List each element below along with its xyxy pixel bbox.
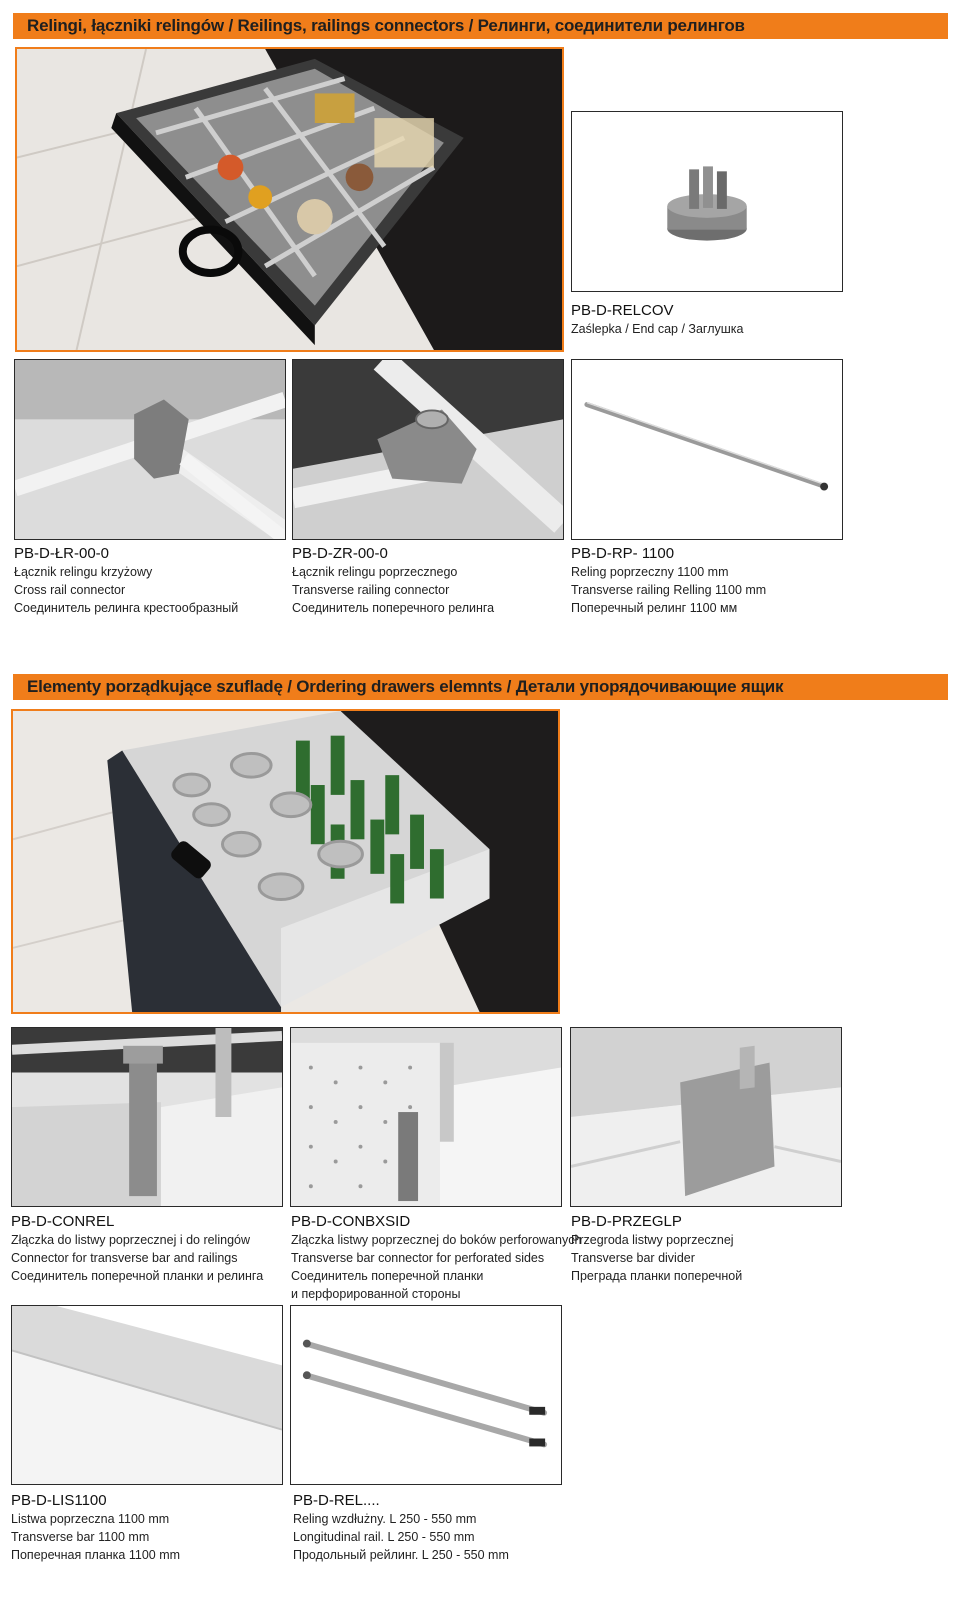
cross-rail-connector-image <box>14 359 286 540</box>
product-desc-lr-2: Cross rail connector <box>14 583 126 597</box>
transverse-bar-divider-image <box>570 1027 842 1207</box>
product-desc-relcov-1: Zaślepka / End cap / Заглушка <box>571 322 744 336</box>
transverse-bar-image <box>11 1305 283 1485</box>
transverse-railing-image <box>571 359 843 540</box>
drawer-ordering-photo <box>11 709 560 1014</box>
product-code-przeglp: PB-D-PRZEGLP <box>571 1213 682 1230</box>
product-desc-conbxsid-2: Transverse bar connector for perforated sides <box>291 1251 545 1265</box>
longitudinal-rail-image <box>290 1305 562 1485</box>
transverse-railing-connector-image <box>292 359 564 540</box>
product-code-lis1100: PB-D-LIS1100 <box>11 1492 107 1509</box>
product-desc-lis1100-2: Transverse bar 1100 mm <box>11 1530 150 1544</box>
product-code-conbxsid: PB-D-CONBXSID <box>291 1213 411 1230</box>
product-desc-przeglp-3: Преграда планки поперечной <box>571 1269 743 1283</box>
product-desc-rp-3: Поперечный релинг 1100 мм <box>571 601 738 615</box>
product-code-rp: PB-D-RP- 1100 <box>571 545 675 562</box>
section-title-railings: Relingi, łączniki relingów / Reilings, railings connectors / Релинги, соединители релингов <box>13 13 948 39</box>
product-desc-zr-2: Transverse railing connector <box>292 583 450 597</box>
product-desc-lis1100-1: Listwa poprzeczna 1100 mm <box>11 1512 170 1526</box>
product-desc-lr-1: Łącznik relingu krzyżowy <box>14 565 153 579</box>
product-desc-rel-2: Longitudinal rail. L 250 - 550 mm <box>293 1530 475 1544</box>
product-desc-rp-2: Transverse railing Relling 1100 mm <box>571 583 767 597</box>
product-desc-conrel-1: Złączka do listwy poprzecznej i do relingów <box>11 1233 250 1247</box>
product-desc-conrel-2: Connector for transverse bar and railings <box>11 1251 238 1265</box>
product-code-rel: PB-D-REL.... <box>293 1492 380 1509</box>
product-desc-przeglp-2: Transverse bar divider <box>571 1251 695 1265</box>
connector-transverse-bar-railings-image <box>11 1027 283 1207</box>
end-cap-image <box>571 111 843 292</box>
product-desc-lis1100-3: Поперечная планка 1100 mm <box>11 1548 181 1562</box>
product-code-lr: PB-D-ŁR-00-0 <box>14 545 110 562</box>
product-desc-conbxsid-4: и перфорированной стороны <box>291 1287 461 1301</box>
product-desc-conbxsid-3: Соединитель поперечной планки <box>291 1269 484 1283</box>
product-desc-rel-1: Reling wzdłużny. L 250 - 550 mm <box>293 1512 477 1526</box>
product-desc-przeglp-1: Przegroda listwy poprzecznej <box>571 1233 734 1247</box>
product-desc-zr-3: Соединитель поперечного релинга <box>292 601 495 615</box>
product-code-zr: PB-D-ZR-00-0 <box>292 545 388 562</box>
product-desc-rel-3: Продольный рейлинг. L 250 - 550 mm <box>293 1548 509 1562</box>
product-code-conrel: PB-D-CONREL <box>11 1213 115 1230</box>
product-desc-conbxsid-1: Złączka listwy poprzecznej do boków perforowanych <box>291 1233 582 1247</box>
product-desc-rp-1: Reling poprzeczny 1100 mm <box>571 565 729 579</box>
product-desc-lr-3: Соединитель релинга крестообразный <box>14 601 239 615</box>
section-title-ordering: Elementy porządkujące szufladę / Ordering drawers elemnts / Детали упорядочивающие ящик <box>13 674 948 700</box>
product-code-relcov: PB-D-RELCOV <box>571 302 674 319</box>
product-desc-zr-1: Łącznik relingu poprzecznego <box>292 565 458 579</box>
product-desc-conrel-3: Соединитель поперечной планки и релинга <box>11 1269 264 1283</box>
connector-perforated-sides-image <box>290 1027 562 1207</box>
drawer-railings-photo <box>15 47 564 352</box>
